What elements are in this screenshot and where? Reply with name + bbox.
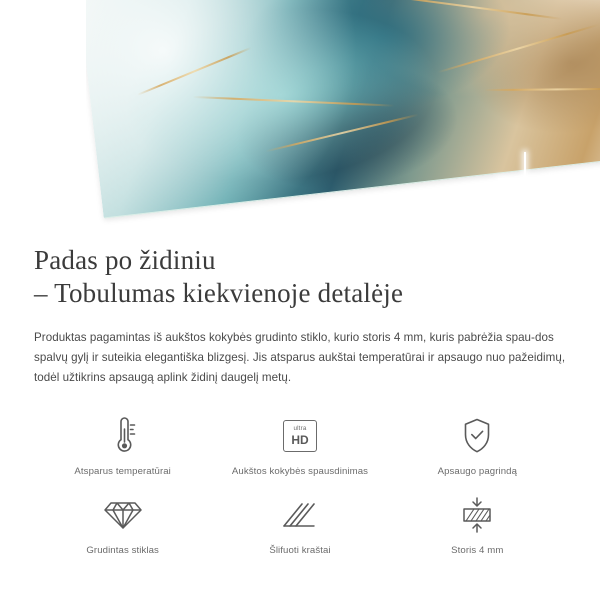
gold-vein [137,47,251,96]
gold-vein [484,88,600,91]
feature-label: Atsparus temperatūrai [74,466,171,477]
title-line-2: – Tobulumas kiekvienoje detalėje [34,278,404,308]
thickness-arrows-icon [457,493,497,537]
feature-item [211,493,388,556]
feature-item [389,493,566,556]
feature-label: Aukštos kokybės spausdinimas [231,466,369,477]
feature-grid [34,414,566,556]
content-section [0,228,600,556]
feature-label: Grudintas stiklas [86,545,159,556]
feature-label: Apsaugo pagrindą [437,466,518,477]
ultra-hd-icon [283,414,317,458]
feature-item [34,414,211,477]
title-line-1: Padas po židiniu [34,245,216,275]
glass-panel-artwork [78,0,600,219]
feature-item [389,414,566,477]
thermometer-icon [108,414,138,458]
feature-item [211,414,388,477]
gold-vein [266,113,419,151]
ultra-hd-badge-bottom: HD [291,432,309,447]
shield-check-icon [460,414,494,458]
hero-left-mask [0,0,86,228]
feature-label: Šlifuoti kraštai [269,545,331,556]
product-description: Produktas pagamintas iš aukštos kokybės grudinto stiklo, kurio storis 4 mm, kuris pabrėžia spau-dos spalvų gylį ir suteikia elegantiška blizgesį. Jis atsparus aukštai temperatūrai ir apsaugo nuo pažeidimų, todėl užtikrins apsaugą aplink židinį daugelį metų. [34,331,566,384]
hero-image [0,0,600,228]
page-title [34,244,566,310]
feature-label: Storis 4 mm [451,545,504,556]
ultra-hd-badge-top: ultra [293,425,307,433]
gold-vein [385,0,563,20]
sparkle-icon [536,176,570,210]
feature-item [34,493,211,556]
gold-vein [193,96,394,107]
diamond-icon [103,493,143,537]
marble-texture [78,0,600,219]
polished-edges-icon [281,493,319,537]
gold-vein [438,24,600,73]
